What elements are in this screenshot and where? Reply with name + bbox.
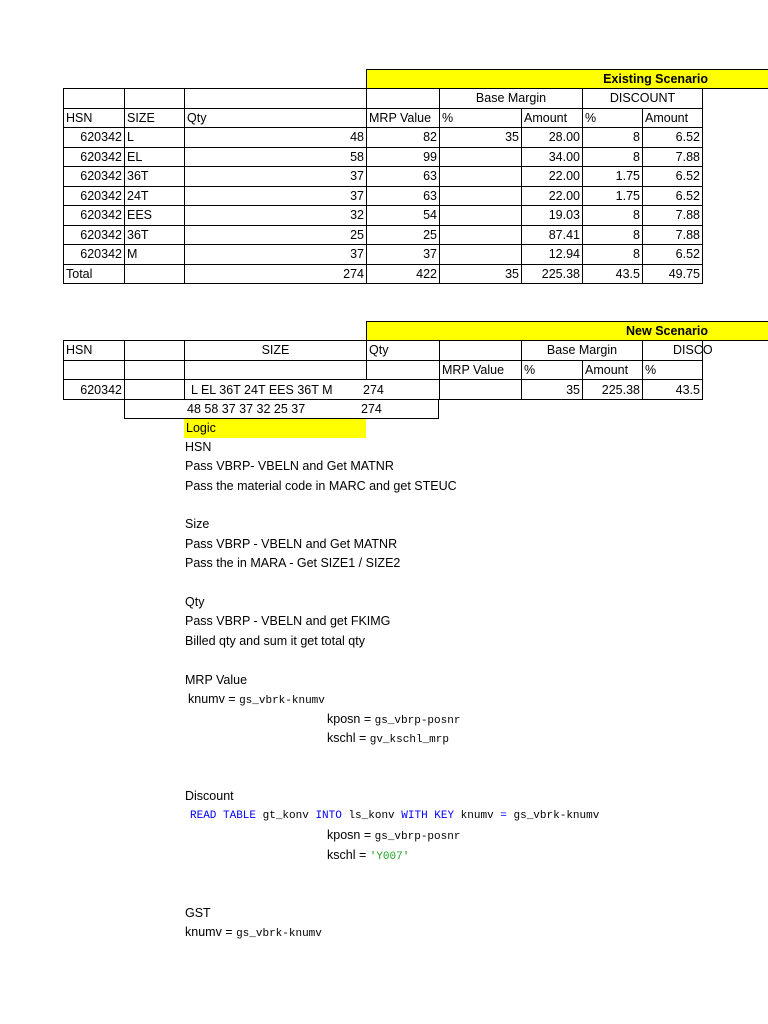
qty-breakdown-cell [124,399,439,419]
qty-cell: 32 [184,205,366,225]
mrp-cell: 37 [366,244,439,264]
d-pct-cell: 8 [582,147,642,167]
size-cell: 24T [124,186,184,206]
bm-pct-header: % [439,108,521,128]
size-cell: M [124,244,184,264]
qty-list: 48 58 37 37 32 25 37 [187,402,306,416]
qty-cell: 48 [184,127,366,147]
d-amount-cell: 6.52 [642,166,703,186]
keyword-into: INTO [315,810,342,822]
cell-empty [366,88,439,108]
total-bm-pct: 35 [439,264,521,285]
qty-cell: 37 [184,244,366,264]
new-scenario-banner: New Scenario [366,321,768,341]
size-cell: EES [124,205,184,225]
base-margin-header: Base Margin [439,88,582,108]
discount-header: DISCOUNT [582,88,703,108]
mrp-cell: 99 [366,147,439,167]
total-mrp: 422 [366,264,439,285]
total-d-pct: 43.5 [582,264,642,285]
d-pct-header: % [642,360,703,380]
bm-pct-header: % [521,360,582,380]
d-amount-cell: 6.52 [642,127,703,147]
discount-title: Discount [185,789,234,803]
bm-pct-cell [439,244,521,264]
hsn-header: HSN [63,108,124,128]
bm-amount-header: Amount [582,360,642,380]
bm-amount-cell: 12.94 [521,244,582,264]
total-qty-cell: 274 [363,383,384,397]
keyword-with-key: WITH KEY [401,810,455,822]
d-amount-cell: 6.52 [642,244,703,264]
bm-amount-cell: 22.00 [521,186,582,206]
qty-step-2: Billed qty and sum it get total qty [185,634,365,648]
cell-empty [124,88,184,108]
cell-empty [63,88,124,108]
bm-pct-cell [439,186,521,206]
d-pct-cell: 1.75 [582,166,642,186]
hsn-cell: 620342 [63,225,124,245]
d-pct-header: % [582,108,642,128]
discount-kschl-label: kschl = [327,848,370,862]
size-cell: 36T [124,166,184,186]
cell-empty [366,360,439,380]
size-step-1: Pass VBRP - VBELN and Get MATNR [185,537,398,551]
logic-heading: Logic [184,419,366,438]
d-amount-cell: 7.88 [642,147,703,167]
hsn-header: HSN [63,340,124,360]
discount-kposn-line [327,826,460,847]
d-pct-cell: 8 [582,127,642,147]
bm-amount-cell: 19.03 [521,205,582,225]
total-label: Total [63,264,124,285]
bm-pct-cell: 35 [439,127,521,147]
total-d-amount: 49.75 [642,264,703,285]
cell-empty [124,340,184,360]
base-margin-header: Base Margin [521,340,642,360]
bm-amount-cell: 225.38 [582,379,642,400]
cell-empty [439,340,521,360]
keyword-read-table: READ TABLE [190,810,257,822]
discount-kschl-line [327,846,409,867]
cell-empty [124,379,184,400]
discount-header: DISCO [642,340,703,360]
cell-empty [184,88,366,108]
mrp-cell: 63 [366,186,439,206]
mrp-title: MRP Value [185,673,248,687]
hsn-step-2: Pass the material code in MARC and get STEUC [185,479,457,493]
discount-kposn-value: gs_vbrp-posnr [374,831,461,843]
total-qty: 274 [184,264,366,285]
code-token: gs_vbrk-knumv [506,810,600,822]
mrp-header: MRP Value [439,360,521,380]
discount-kposn-label: kposn = [327,828,375,842]
mrp-cell: 25 [366,225,439,245]
cell-empty [63,360,124,380]
total-bm-amount: 225.38 [521,264,582,285]
qty-cell: 58 [184,147,366,167]
bm-pct-cell [439,205,521,225]
size-list: L EL 36T 24T EES 36T M [191,383,333,397]
mrp-knumv-value: gs_vbrk-knumv [239,695,325,707]
mrp-cell: 82 [366,127,439,147]
code-token: ls_konv [341,810,402,822]
gst-knumv-value: gs_vbrk-knumv [236,928,322,940]
size-cell: 36T [124,225,184,245]
size-title: Size [185,517,210,531]
cell-empty [124,360,184,380]
hsn-cell: 620342 [63,379,124,400]
hsn-cell: 620342 [63,127,124,147]
hsn-cell: 620342 [63,186,124,206]
d-pct-cell: 8 [582,225,642,245]
mrp-kposn-label: kposn = [327,712,375,726]
gst-knumv-line [185,923,322,944]
mrp-kschl-line [327,729,449,750]
size-list-cell [184,379,439,400]
mrp-cell [439,379,521,400]
hsn-title: HSN [185,440,212,454]
cell-empty [124,264,184,285]
hsn-cell: 620342 [63,205,124,225]
cell-empty [184,360,366,380]
bm-pct-cell [439,225,521,245]
mrp-knumv-label: knumv = [188,692,240,706]
size-step-2: Pass the in MARA - Get SIZE1 / SIZE2 [185,556,401,570]
mrp-kschl-label: kschl = [327,731,370,745]
qty-title: Qty [185,595,205,609]
d-pct-cell: 43.5 [642,379,703,400]
d-pct-cell: 8 [582,205,642,225]
d-pct-cell: 1.75 [582,186,642,206]
discount-kschl-value: 'Y007' [369,851,410,863]
qty-total: 274 [361,402,382,416]
bm-pct-cell: 35 [521,379,582,400]
hsn-cell: 620342 [63,166,124,186]
bm-amount-cell: 28.00 [521,127,582,147]
qty-cell: 37 [184,166,366,186]
d-amount-cell: 7.88 [642,205,703,225]
qty-header: Qty [184,108,366,128]
gst-title: GST [185,906,211,920]
mrp-knumv-line [188,690,325,711]
qty-cell: 25 [184,225,366,245]
gst-knumv-label: knumv = [185,925,237,939]
mrp-kposn-value: gs_vbrp-posnr [374,715,461,727]
hsn-step-1: Pass VBRP- VBELN and Get MATNR [185,459,394,473]
bm-amount-cell: 87.41 [521,225,582,245]
mrp-cell: 63 [366,166,439,186]
code-token: knumv [454,810,501,822]
d-amount-header: Amount [642,108,703,128]
code-equals: = [500,810,507,822]
mrp-kschl-value: gv_kschl_mrp [369,734,449,746]
d-amount-cell: 7.88 [642,225,703,245]
size-header: SIZE [184,340,366,360]
d-amount-cell: 6.52 [642,186,703,206]
bm-pct-cell [439,147,521,167]
size-cell: L [124,127,184,147]
bm-amount-cell: 34.00 [521,147,582,167]
qty-header: Qty [366,340,439,360]
size-header: SIZE [124,108,184,128]
bm-amount-cell: 22.00 [521,166,582,186]
qty-cell: 37 [184,186,366,206]
hsn-cell: 620342 [63,244,124,264]
bm-pct-cell [439,166,521,186]
size-cell: EL [124,147,184,167]
hsn-cell: 620342 [63,147,124,167]
qty-step-1: Pass VBRP - VBELN and get FKIMG [185,614,391,628]
discount-read-table-line [190,807,599,826]
existing-scenario-banner: Existing Scenario [366,69,768,89]
bm-amount-header: Amount [521,108,582,128]
mrp-cell: 54 [366,205,439,225]
d-pct-cell: 8 [582,244,642,264]
mrp-header: MRP Value [366,108,439,128]
code-token: gt_konv [256,810,316,822]
mrp-kposn-line [327,710,460,731]
